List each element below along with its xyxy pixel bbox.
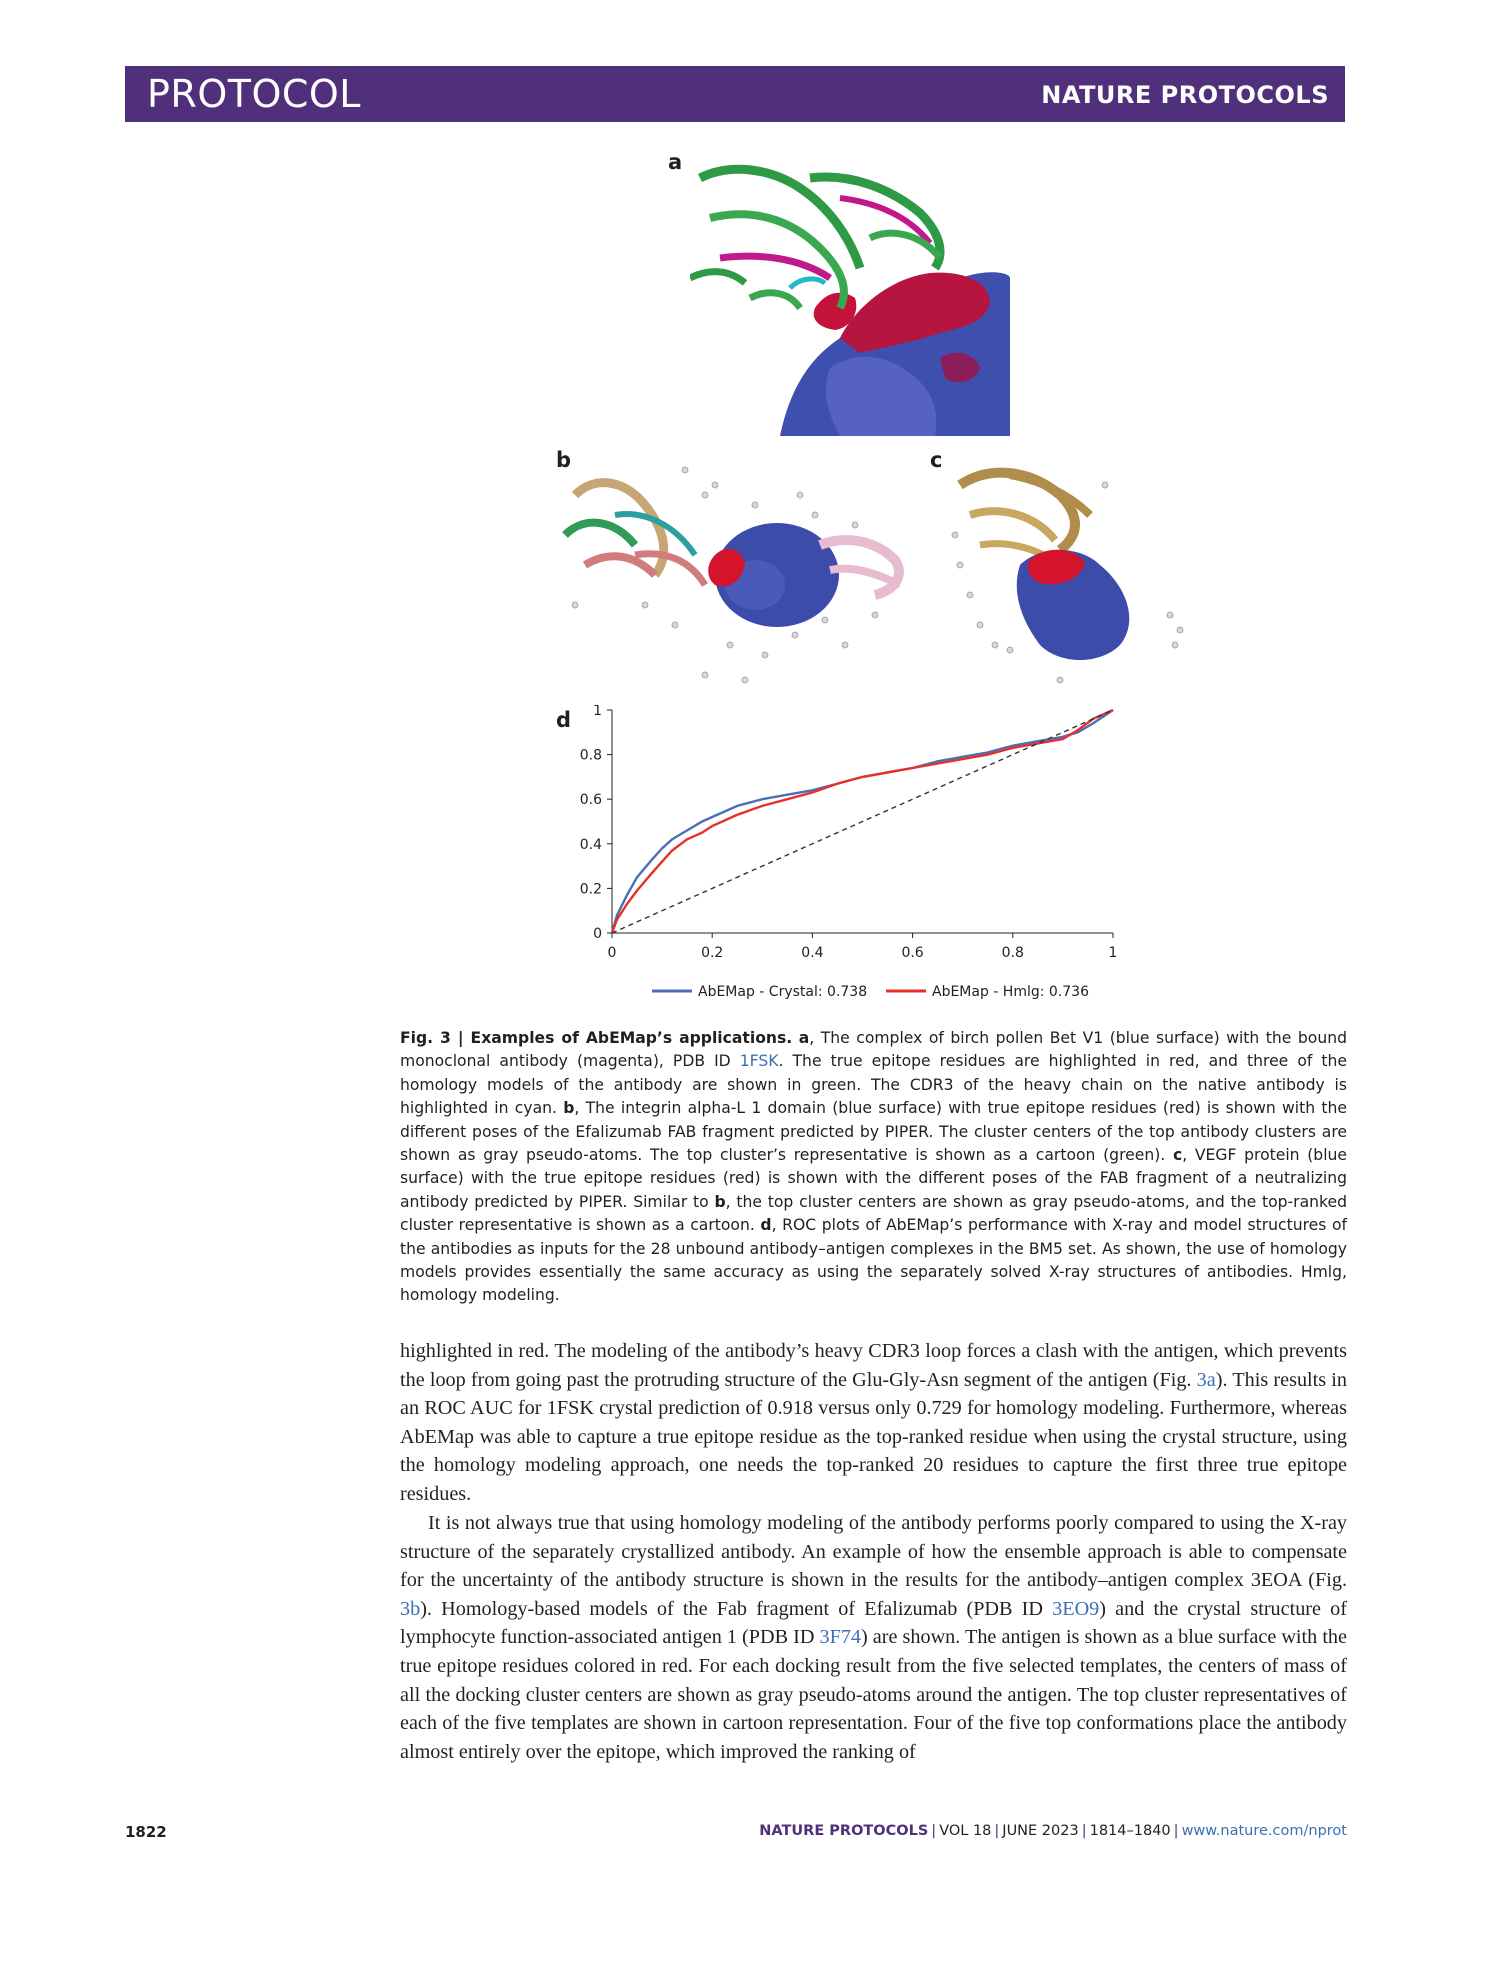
footer-pages: 1814–1840 xyxy=(1089,1823,1171,1839)
x-tick-label: 1 xyxy=(1108,945,1118,961)
panel-b-structure-image xyxy=(555,455,915,690)
panel-a-structure-image xyxy=(690,158,1010,436)
footer-journal: NATURE PROTOCOLS xyxy=(759,1823,929,1839)
caption-link-1fsk[interactable]: 1FSK xyxy=(739,1052,779,1071)
fig-ref-3b[interactable]: 3b xyxy=(400,1597,421,1620)
caption-d-text: , ROC plots of AbEMap’s performance with X-ray and model structures of the antibodies as inputs for the 28 unbound antibody–antigen complexes in the BM5 set. As shown, the use of homology models provides essentially the same accuracy as using the separately solved X-ray structures of antibodies. Hmlg, homology modeling. xyxy=(400,1216,1347,1305)
body-p2-text-d: ) are shown. The antigen is shown as a blue surface with the true epitope residues colored in red. For each docking result from the five selected templates, the centers of mass of all the docking cluster centers are shown as gray pseudo-atoms around the antigen. The top cluster representatives of each of the five templates are shown in cartoon representation. Four of the five top conformations place the antibody almost entirely over the epitope, which improved the ranking of xyxy=(400,1626,1347,1763)
caption-fig-label: Fig. 3 | Examples of AbEMap’s applications. xyxy=(400,1029,793,1047)
legend-label-crystal: AbEMap - Crystal: 0.738 xyxy=(698,984,868,1000)
footer-date: JUNE 2023 xyxy=(1002,1823,1079,1839)
y-tick-label: 0.6 xyxy=(579,792,602,809)
x-tick-label: 0.8 xyxy=(1001,945,1024,961)
caption-label-b: b xyxy=(563,1099,575,1118)
caption-label-a: a xyxy=(798,1029,810,1047)
body-p2-text-b: ). Homology-based models of the Fab fragment of Efalizumab (PDB ID xyxy=(420,1597,1053,1620)
chart-legend xyxy=(652,984,1089,1000)
body-paragraph-1 xyxy=(400,1337,1347,1509)
footer-volume: VOL 18 xyxy=(939,1823,992,1839)
fig-ref-3a[interactable]: 3a xyxy=(1196,1368,1216,1391)
chart-lines xyxy=(612,710,1113,933)
pdb-link-3eo9[interactable]: 3EO9 xyxy=(1052,1597,1100,1620)
figure-caption xyxy=(400,1027,1347,1308)
body-p1-text-a: highlighted in red. The modeling of the antibody’s heavy CDR3 loop forces a clash with the antigen, which prevents the loop from going past the protruding structure of the Glu-Gly-Asn segment of the antigen (Fig. xyxy=(400,1340,1347,1391)
x-tick-label: 0.2 xyxy=(701,945,724,961)
panel-label-c: c xyxy=(930,448,943,472)
x-tick-label: 0 xyxy=(607,945,617,961)
caption-label-d: d xyxy=(760,1216,772,1235)
caption-c-text-1: , VEGF protein (blue surface) with the true epitope residues (red) is shown with the different poses of the FAB fragment of a neutralizing antibody predicted by PIPER. Similar to xyxy=(400,1146,1348,1211)
section-label: PROTOCOL xyxy=(147,72,361,116)
caption-label-c: c xyxy=(1172,1146,1183,1165)
caption-a-text-1: , The complex of birch pollen Bet V1 (blue surface) with the bound monoclonal antibody (magenta), PDB ID xyxy=(400,1029,1347,1071)
journal-title: NATURE PROTOCOLS xyxy=(1041,81,1329,109)
caption-a-text-2: . The true epitope residues are highlighted in red, and three of the homology models of the antibody are shown in green. The CDR3 of the heavy chain on the native antibody is highlighted in cyan. xyxy=(400,1052,1347,1118)
panel-c-structure-image xyxy=(940,455,1200,690)
body-paragraph-2 xyxy=(400,1509,1347,1766)
y-tick-label: 0.8 xyxy=(579,747,602,764)
body-p2-text-c: ) and the crystal structure of lymphocyte function-associated antigen 1 (PDB ID xyxy=(400,1597,1347,1649)
header-band xyxy=(125,66,1345,122)
pdb-link-3f74[interactable]: 3F74 xyxy=(819,1626,862,1649)
panel-label-a: a xyxy=(668,150,683,174)
caption-c-text-2: , the top cluster centers are shown as gray pseudo-atoms, and the top-ranked cluster representative is shown as a cartoon. xyxy=(400,1192,1347,1235)
legend-label-hmlg: AbEMap - Hmlg: 0.736 xyxy=(932,984,1089,1000)
y-tick-label: 0.4 xyxy=(579,836,602,853)
x-tick-label: 0.6 xyxy=(901,945,924,961)
x-tick-label: 0.4 xyxy=(801,945,824,961)
body-p1-text-b: ). This results in an ROC AUC for 1FSK crystal prediction of 0.918 versus only 0.729 for homology modeling. Furthermore, whereas AbEMap was able to capture a true epitope residue as the top-ranked residue when using the crystal structure, using the homology modeling approach, one needs the top-ranked 20 residues to capture the first three true epitope residues. xyxy=(400,1368,1347,1505)
caption-b-text: , The integrin alpha-L 1 domain (blue surface) with true epitope residues (red) is shown with the different poses of the Efalizumab FAB fragment predicted by PIPER. The cluster centers of the top antibody clusters are shown as gray pseudo-atoms. The top cluster’s representative is shown as a cartoon (green). xyxy=(400,1099,1347,1165)
y-tick-label: 1 xyxy=(593,705,602,719)
footer-url[interactable]: www.nature.com/nprot xyxy=(1181,1823,1347,1839)
footer-citation: NATURE PROTOCOLS | VOL 18 | JUNE 2023 | 1814–1840 | www.nature.com/nprot xyxy=(759,1823,1347,1839)
page-number: 1822 xyxy=(125,1823,167,1841)
body-p2-text-a: It is not always true that using homology modeling of the antibody performs poorly compared to using the X-ray structure of the separately crystallized antibody. An example of how the ensemble approach is able to compensate for the uncertainty of the antibody structure is shown in the results for the antibody–antigen complex 3EOA (Fig. xyxy=(400,1512,1347,1592)
roc-chart xyxy=(560,705,1140,1015)
caption-ref-b: b xyxy=(714,1192,726,1211)
panel-label-b: b xyxy=(556,448,572,472)
y-tick-label: 0 xyxy=(593,926,602,942)
y-tick-label: 0.2 xyxy=(579,881,602,898)
panel-label-d: d xyxy=(556,708,572,732)
